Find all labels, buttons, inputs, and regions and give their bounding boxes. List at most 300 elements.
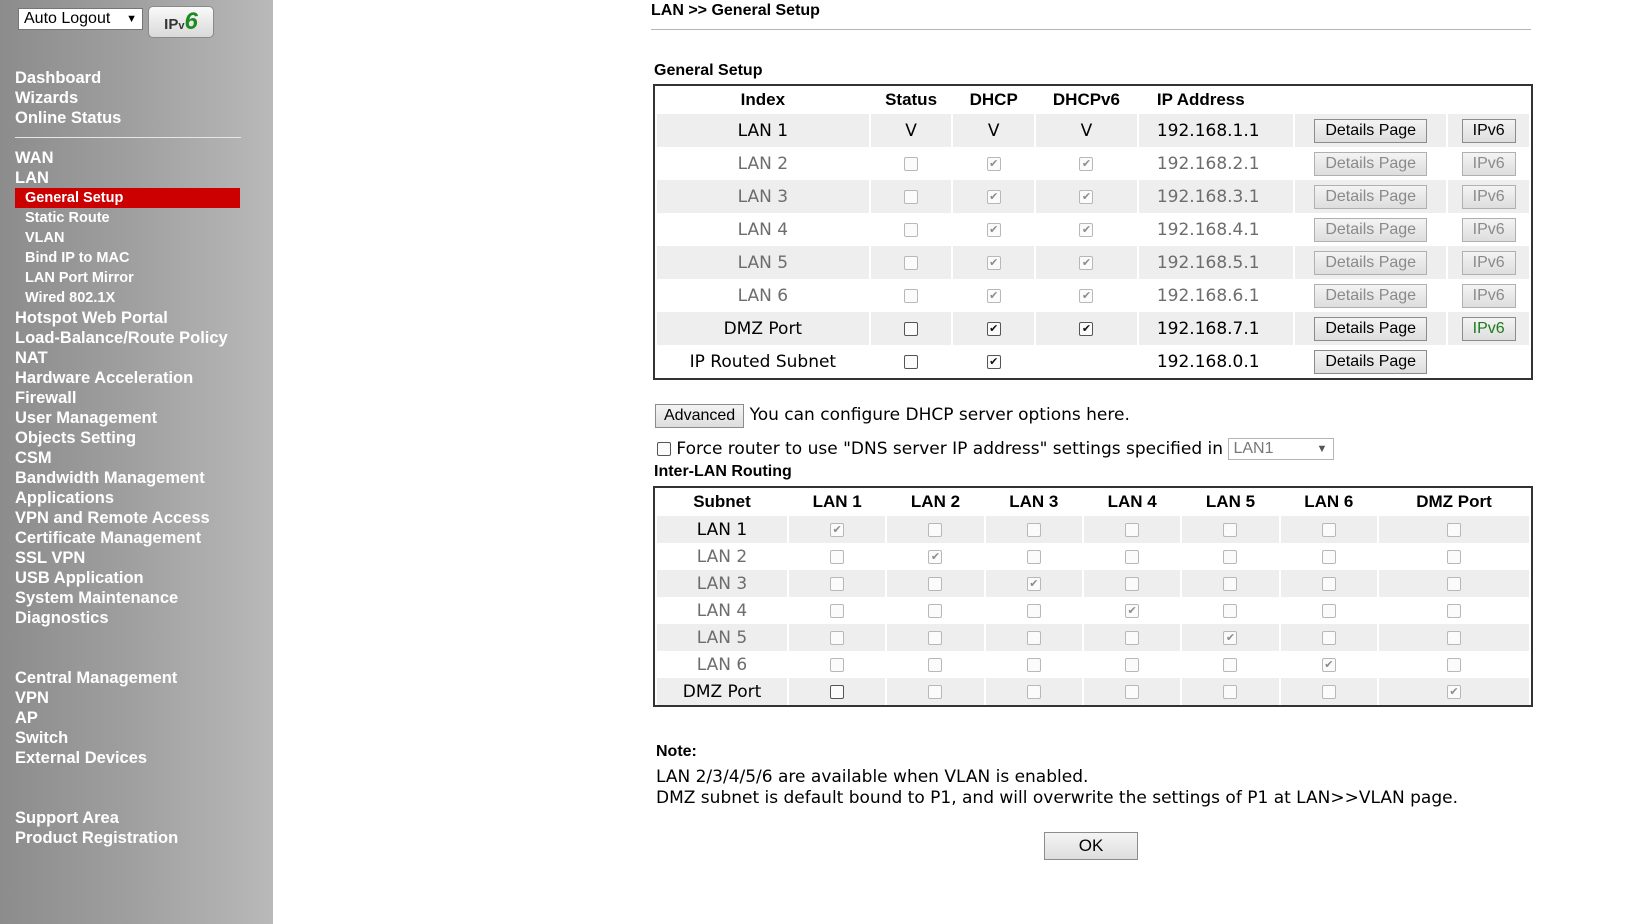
ilr-check-cell: [1281, 516, 1377, 543]
nav-subitem-static-route[interactable]: Static Route: [25, 210, 110, 226]
col-index: Index: [740, 90, 786, 109]
gs-dhcpv6-checkbox[interactable]: ✔: [1079, 223, 1093, 237]
details-page-button[interactable]: Details Page: [1314, 284, 1427, 308]
nav-item-bandwidth-management[interactable]: Bandwidth Management: [15, 469, 205, 487]
gs-dhcpv6-value: V: [1080, 120, 1093, 141]
ilr-col-dmz: DMZ Port: [1416, 492, 1492, 511]
gs-ip: [1139, 180, 1293, 213]
ilr-check-cell: [887, 624, 983, 651]
gs-dhcpv6-cell: [1036, 312, 1137, 345]
gs-status-checkbox[interactable]: [904, 256, 918, 270]
ilr-check-cell: [1281, 651, 1377, 678]
gs-index: [657, 213, 869, 246]
ilr-check-cell: [1182, 543, 1278, 570]
gs-ip: [1139, 213, 1293, 246]
gs-status-checkbox[interactable]: [904, 322, 918, 336]
gs-dhcp-cell: [953, 147, 1034, 180]
ilr-check-cell: [789, 516, 885, 543]
ilr-route-checkbox[interactable]: [1223, 604, 1237, 618]
ilr-subnet-cell: [657, 516, 787, 543]
nav-item-central-management[interactable]: Central Management: [15, 669, 178, 687]
gs-ipv6-cell: [1448, 312, 1529, 345]
dns-force-checkbox[interactable]: [657, 442, 671, 456]
general-setup-row: [657, 345, 1529, 378]
inter-lan-row: [657, 678, 1529, 705]
ilr-check-cell: [887, 570, 983, 597]
gs-index: [657, 345, 869, 378]
ilr-route-checkbox[interactable]: ✔: [1447, 685, 1461, 699]
gs-dhcpv6-cell: [1036, 180, 1137, 213]
ilr-route-checkbox[interactable]: [1027, 685, 1041, 699]
nav-item-diagnostics[interactable]: Diagnostics: [15, 609, 109, 627]
ilr-subnet-label: LAN 4: [696, 600, 748, 621]
ilr-route-checkbox[interactable]: [1125, 550, 1139, 564]
inter-lan-row: [657, 570, 1529, 597]
nav-item-product-registration[interactable]: Product Registration: [15, 829, 179, 847]
ilr-route-checkbox[interactable]: [1223, 658, 1237, 672]
gs-status-cell: [871, 213, 952, 246]
row-ip-address: 192.168.3.1: [1156, 186, 1260, 207]
col-dhcpv6: DHCPv6: [1052, 90, 1120, 109]
gs-status-cell: [871, 114, 952, 147]
gs-details-cell: [1295, 213, 1446, 246]
details-page-button[interactable]: Details Page: [1314, 152, 1427, 176]
ilr-route-checkbox[interactable]: [1447, 550, 1461, 564]
gs-ipv6-cell: [1448, 279, 1529, 312]
row-ip-address: 192.168.1.1: [1156, 120, 1260, 141]
ilr-subnet-label: LAN 5: [696, 627, 748, 648]
general-setup-title: General Setup: [654, 62, 763, 79]
gs-ipv6-cell: [1448, 147, 1529, 180]
gs-dhcpv6-cell: [1036, 147, 1137, 180]
ilr-col-lan4: LAN 4: [1107, 492, 1157, 511]
ilr-route-checkbox[interactable]: [1027, 631, 1041, 645]
gs-status-cell: [871, 279, 952, 312]
ilr-check-cell: [986, 516, 1082, 543]
gs-dhcpv6-checkbox[interactable]: ✔: [1079, 157, 1093, 171]
nav-group-central: [15, 668, 177, 768]
ilr-route-checkbox[interactable]: [1125, 631, 1139, 645]
dns-lan-select[interactable]: [1228, 438, 1334, 460]
row-index-label: IP Routed Subnet: [689, 351, 837, 372]
nav-item-dashboard[interactable]: Dashboard: [15, 69, 102, 87]
ilr-check-cell: [986, 624, 1082, 651]
chevron-down-icon: ▼: [126, 13, 137, 25]
inter-lan-row: [657, 651, 1529, 678]
inter-lan-header-row: [657, 488, 1529, 516]
nav-item-online-status[interactable]: Online Status: [15, 109, 122, 127]
inter-lan-row: [657, 543, 1529, 570]
nav-item-usb-application[interactable]: USB Application: [15, 569, 144, 587]
ilr-route-checkbox[interactable]: [1322, 604, 1336, 618]
nav-item-support-area[interactable]: Support Area: [15, 809, 119, 827]
nav-separator: [15, 137, 241, 138]
ilr-route-checkbox[interactable]: [1125, 685, 1139, 699]
ilr-subnet-cell: [657, 624, 787, 651]
ilr-check-cell: [1182, 516, 1278, 543]
gs-details-cell: [1295, 312, 1446, 345]
row-index-label: LAN 2: [737, 153, 789, 174]
breadcrumb-divider: [651, 29, 1531, 30]
nav-item-wan[interactable]: WAN: [15, 149, 54, 167]
ilr-check-cell: [1182, 570, 1278, 597]
general-setup-row: [657, 180, 1529, 213]
gs-status-checkbox[interactable]: [904, 223, 918, 237]
ilr-check-cell: [1281, 624, 1377, 651]
gs-dhcp-cell: [953, 114, 1034, 147]
ilr-check-cell: [1182, 678, 1278, 705]
ipv6-button[interactable]: IPv6: [1462, 152, 1516, 176]
gs-ip: [1139, 345, 1293, 378]
gs-status-cell: [871, 312, 952, 345]
gs-ipv6-cell: [1448, 114, 1529, 147]
gs-dhcpv6-checkbox[interactable]: ✔: [1079, 322, 1093, 336]
ilr-route-checkbox[interactable]: [1322, 523, 1336, 537]
ilr-col-lan5: LAN 5: [1205, 492, 1256, 511]
ilr-route-checkbox[interactable]: [830, 550, 844, 564]
ipv6-logo-v: v: [178, 20, 185, 32]
ilr-subnet-cell: [657, 570, 787, 597]
ilr-route-checkbox[interactable]: [1223, 685, 1237, 699]
gs-dhcp-checkbox[interactable]: ✔: [987, 322, 1001, 336]
ilr-check-cell: [1281, 597, 1377, 624]
ilr-check-cell: [789, 597, 885, 624]
gs-dhcp-cell: [953, 279, 1034, 312]
ilr-check-cell: [1084, 597, 1180, 624]
ilr-col-lan1: LAN 1: [812, 492, 862, 511]
ilr-check-cell: [789, 570, 885, 597]
general-setup-row: [657, 312, 1529, 345]
auto-logout-select[interactable]: [18, 8, 143, 30]
ilr-check-cell: [887, 597, 983, 624]
gs-dhcpv6-cell: [1036, 114, 1137, 147]
general-setup-row: [657, 279, 1529, 312]
row-ip-address: 192.168.6.1: [1156, 285, 1260, 306]
gs-status-value: V: [905, 120, 917, 141]
gs-dhcp-cell: [953, 312, 1034, 345]
ipv6-button[interactable]: IPv6: [1462, 218, 1516, 242]
gs-dhcpv6-cell: [1036, 213, 1137, 246]
row-ip-address: 192.168.7.1: [1156, 318, 1260, 339]
ilr-check-cell: [1084, 678, 1180, 705]
gs-ip: [1139, 246, 1293, 279]
ilr-check-cell: [1379, 651, 1529, 678]
gs-details-cell: [1295, 147, 1446, 180]
gs-ip: [1139, 312, 1293, 345]
nav-subitem-bind-ip-to-mac[interactable]: Bind IP to MAC: [25, 250, 130, 266]
ilr-check-cell: [1379, 543, 1529, 570]
ilr-route-checkbox[interactable]: [1223, 577, 1237, 591]
nav-item-lan[interactable]: LAN: [15, 169, 49, 187]
ilr-subnet-label: LAN 1: [696, 519, 748, 540]
ilr-route-checkbox[interactable]: [830, 631, 844, 645]
gs-index: [657, 114, 869, 147]
inter-lan-row: [657, 624, 1529, 651]
dns-force-label: Force router to use "DNS server IP address" settings specified in: [676, 439, 1224, 459]
nav-item-load-balance[interactable]: Load-Balance/Route Policy: [15, 329, 228, 347]
ilr-route-checkbox[interactable]: [830, 685, 844, 699]
ilr-route-checkbox[interactable]: [1322, 631, 1336, 645]
ilr-route-checkbox[interactable]: [1447, 577, 1461, 591]
nav-item-switch[interactable]: Switch: [15, 729, 69, 747]
details-page-button[interactable]: Details Page: [1314, 350, 1427, 374]
nav-item-applications[interactable]: Applications: [15, 489, 115, 507]
ilr-check-cell: [1379, 570, 1529, 597]
gs-details-cell: [1295, 279, 1446, 312]
details-page-button[interactable]: Details Page: [1314, 251, 1427, 275]
gs-details-cell: [1295, 345, 1446, 378]
row-index-label: DMZ Port: [723, 318, 803, 339]
ilr-route-checkbox[interactable]: [1027, 658, 1041, 672]
nav-item-ssl-vpn[interactable]: SSL VPN: [15, 549, 86, 567]
row-index-label: LAN 4: [737, 219, 789, 240]
nav-subitem-general-setup[interactable]: General Setup: [15, 188, 240, 208]
gs-ipv6-cell: [1448, 180, 1529, 213]
ilr-route-checkbox[interactable]: [830, 577, 844, 591]
gs-dhcpv6-checkbox[interactable]: ✔: [1079, 190, 1093, 204]
ilr-route-checkbox[interactable]: [1223, 550, 1237, 564]
ilr-subnet-label: LAN 2: [696, 546, 748, 567]
ilr-route-checkbox[interactable]: [1447, 604, 1461, 618]
breadcrumb: LAN >> General Setup: [651, 2, 820, 19]
ipv6-button[interactable]: IPv6: [1462, 251, 1516, 275]
ilr-check-cell: [986, 651, 1082, 678]
gs-dhcpv6-checkbox[interactable]: ✔: [1079, 256, 1093, 270]
gs-status-checkbox[interactable]: [904, 157, 918, 171]
general-setup-row: [657, 246, 1529, 279]
ilr-check-cell: [887, 651, 983, 678]
ilr-route-checkbox[interactable]: [1125, 658, 1139, 672]
gs-index: [657, 279, 869, 312]
general-setup-row: [657, 147, 1529, 180]
ilr-check-cell: [789, 543, 885, 570]
ipv6-button[interactable]: IPv6: [1462, 317, 1516, 341]
nav-subitem-wired-8021x[interactable]: Wired 802.1X: [25, 290, 116, 306]
ok-button[interactable]: OK: [1044, 832, 1138, 860]
ilr-route-checkbox[interactable]: [1447, 658, 1461, 672]
inter-lan-routing-table: [653, 486, 1533, 707]
ilr-route-checkbox[interactable]: [1027, 523, 1041, 537]
nav-item-vpn[interactable]: VPN: [15, 689, 49, 707]
note-line-1: LAN 2/3/4/5/6 are available when VLAN is enabled.: [656, 767, 1089, 787]
nav-item-hardware-acceleration[interactable]: Hardware Acceleration: [15, 369, 194, 387]
gs-index: [657, 312, 869, 345]
nav-item-csm[interactable]: CSM: [15, 449, 52, 467]
gs-dhcp-cell: [953, 180, 1034, 213]
ilr-check-cell: [1084, 651, 1180, 678]
ilr-route-checkbox[interactable]: [1447, 631, 1461, 645]
ilr-route-checkbox[interactable]: ✔: [830, 523, 844, 537]
ilr-subnet-label: LAN 3: [696, 573, 748, 594]
ilr-route-checkbox[interactable]: [1125, 577, 1139, 591]
ilr-route-checkbox[interactable]: [1322, 550, 1336, 564]
gs-ipv6-cell: [1448, 246, 1529, 279]
gs-dhcpv6-cell: [1036, 345, 1137, 378]
ilr-subnet-cell: [657, 651, 787, 678]
row-index-label: LAN 6: [737, 285, 789, 306]
chevron-down-icon: ▼: [1316, 443, 1328, 455]
row-index-label: LAN 1: [737, 120, 789, 141]
details-page-button[interactable]: Details Page: [1314, 185, 1427, 209]
ilr-check-cell: [887, 516, 983, 543]
nav-item-objects-setting[interactable]: Objects Setting: [15, 429, 137, 447]
details-page-button[interactable]: Details Page: [1314, 317, 1427, 341]
gs-dhcp-cell: [953, 246, 1034, 279]
ilr-check-cell: [1379, 624, 1529, 651]
gs-dhcp-checkbox[interactable]: ✔: [987, 355, 1001, 369]
ilr-route-checkbox[interactable]: [1322, 685, 1336, 699]
ilr-check-cell: [1379, 597, 1529, 624]
gs-ipv6-cell: [1448, 213, 1529, 246]
ipv6-button[interactable]: IPv6: [1462, 185, 1516, 209]
nav-item-hotspot-web-portal[interactable]: Hotspot Web Portal: [15, 309, 168, 327]
ipv6-button[interactable]: IPv6: [1462, 284, 1516, 308]
ilr-subnet-cell: [657, 543, 787, 570]
nav-item-external-devices[interactable]: External Devices: [15, 749, 148, 767]
gs-dhcp-checkbox[interactable]: ✔: [987, 289, 1001, 303]
ilr-subnet-cell: [657, 597, 787, 624]
gs-status-checkbox[interactable]: [904, 190, 918, 204]
note-title: Note:: [656, 743, 697, 760]
ilr-check-cell: [986, 570, 1082, 597]
gs-ip: [1139, 147, 1293, 180]
ilr-subnet-cell: [657, 678, 787, 705]
ilr-route-checkbox[interactable]: ✔: [928, 550, 942, 564]
ilr-route-checkbox[interactable]: ✔: [1223, 631, 1237, 645]
ilr-route-checkbox[interactable]: [1125, 523, 1139, 537]
ilr-route-checkbox[interactable]: [928, 523, 942, 537]
general-setup-row: [657, 114, 1529, 147]
ilr-check-cell: [986, 678, 1082, 705]
ilr-route-checkbox[interactable]: [928, 604, 942, 618]
gs-ip: [1139, 279, 1293, 312]
ilr-check-cell: [1379, 516, 1529, 543]
nav-subitem-lan-port-mirror[interactable]: LAN Port Mirror: [25, 270, 134, 286]
ilr-route-checkbox[interactable]: [1027, 550, 1041, 564]
gs-details-cell: [1295, 180, 1446, 213]
gs-dhcpv6-cell: [1036, 246, 1137, 279]
gs-dhcp-cell: [953, 345, 1034, 378]
ipv6-logo-six: 6: [184, 8, 198, 35]
ilr-route-checkbox[interactable]: ✔: [1125, 604, 1139, 618]
ilr-check-cell: [887, 678, 983, 705]
col-dhcp: DHCP: [969, 90, 1018, 109]
gs-status-checkbox[interactable]: [904, 289, 918, 303]
auto-logout-label: Auto Logout: [24, 10, 111, 27]
nav-item-user-management[interactable]: User Management: [15, 409, 158, 427]
advanced-row: [655, 404, 1130, 428]
ilr-route-checkbox[interactable]: ✔: [1322, 658, 1336, 672]
gs-dhcp-cell: [953, 213, 1034, 246]
details-page-button[interactable]: Details Page: [1314, 119, 1427, 143]
gs-status-cell: [871, 180, 952, 213]
gs-dhcp-checkbox[interactable]: ✔: [987, 256, 1001, 270]
ilr-check-cell: [986, 597, 1082, 624]
ilr-check-cell: [1084, 516, 1180, 543]
gs-details-cell: [1295, 246, 1446, 279]
ilr-route-checkbox[interactable]: [928, 658, 942, 672]
ilr-route-checkbox[interactable]: [1223, 523, 1237, 537]
gs-index: [657, 180, 869, 213]
ilr-route-checkbox[interactable]: [928, 577, 942, 591]
ilr-route-checkbox[interactable]: [1322, 577, 1336, 591]
ilr-check-cell: [1182, 651, 1278, 678]
general-setup-table: [653, 84, 1533, 380]
nav-item-system-maintenance[interactable]: System Maintenance: [15, 589, 179, 607]
ipv6-logo-prefix: IP: [164, 16, 179, 33]
nav-group-config: [15, 148, 240, 628]
ilr-col-lan6: LAN 6: [1304, 492, 1354, 511]
ilr-route-checkbox[interactable]: [830, 658, 844, 672]
gs-status-cell: [871, 147, 952, 180]
nav-item-ap[interactable]: AP: [15, 709, 38, 727]
gs-dhcp-value: V: [987, 120, 1000, 141]
advanced-button[interactable]: Advanced: [655, 404, 744, 428]
gs-dhcpv6-cell: [1036, 279, 1137, 312]
nav-item-firewall[interactable]: Firewall: [15, 389, 77, 407]
details-page-button[interactable]: Details Page: [1314, 218, 1427, 242]
ilr-check-cell: [789, 624, 885, 651]
nav-item-certificate-management[interactable]: Certificate Management: [15, 529, 202, 547]
ilr-check-cell: [1281, 678, 1377, 705]
ilr-col-lan3: LAN 3: [1009, 492, 1059, 511]
nav-subitem-vlan[interactable]: VLAN: [25, 230, 65, 246]
ilr-route-checkbox[interactable]: [928, 685, 942, 699]
gs-status-cell: [871, 345, 952, 378]
ilr-route-checkbox[interactable]: [1447, 523, 1461, 537]
ilr-check-cell: [789, 678, 885, 705]
gs-dhcp-checkbox[interactable]: ✔: [987, 223, 1001, 237]
nav-group-main: [15, 68, 121, 128]
gs-details-cell: [1295, 114, 1446, 147]
col-ip-address: IP Address: [1156, 90, 1245, 109]
gs-status-cell: [871, 246, 952, 279]
inter-lan-routing-title: Inter-LAN Routing: [654, 463, 792, 480]
ilr-check-cell: [1281, 543, 1377, 570]
ilr-check-cell: [887, 543, 983, 570]
general-setup-row: [657, 213, 1529, 246]
row-index-label: LAN 3: [737, 186, 789, 207]
ilr-route-checkbox[interactable]: [928, 631, 942, 645]
dns-option-row: [657, 438, 1334, 460]
gs-dhcpv6-checkbox[interactable]: ✔: [1079, 289, 1093, 303]
col-ipv6: [1448, 86, 1529, 114]
ilr-check-cell: [1281, 570, 1377, 597]
advanced-description: You can configure DHCP server options here.: [749, 405, 1130, 425]
row-ip-address: 192.168.2.1: [1156, 153, 1260, 174]
ipv6-button[interactable]: IPv6: [1462, 119, 1516, 143]
ilr-route-checkbox[interactable]: ✔: [1027, 577, 1041, 591]
gs-status-checkbox[interactable]: [904, 355, 918, 369]
nav-item-nat[interactable]: NAT: [15, 349, 48, 367]
ipv6-logo: [148, 6, 214, 38]
ilr-check-cell: [1084, 624, 1180, 651]
gs-dhcp-checkbox[interactable]: ✔: [987, 190, 1001, 204]
nav-item-wizards[interactable]: Wizards: [15, 89, 79, 107]
gs-ipv6-cell: [1448, 345, 1529, 378]
dns-lan-select-value: LAN1: [1233, 440, 1274, 457]
row-ip-address: 192.168.0.1: [1156, 351, 1260, 372]
nav-group-support: [15, 808, 178, 848]
gs-index: [657, 147, 869, 180]
col-details: [1295, 86, 1446, 114]
row-index-label: LAN 5: [737, 252, 789, 273]
general-setup-header-row: [657, 86, 1529, 114]
ilr-route-checkbox[interactable]: [830, 604, 844, 618]
ilr-route-checkbox[interactable]: [1027, 604, 1041, 618]
nav-item-vpn-remote-access[interactable]: VPN and Remote Access: [15, 509, 210, 527]
gs-dhcp-checkbox[interactable]: ✔: [987, 157, 1001, 171]
